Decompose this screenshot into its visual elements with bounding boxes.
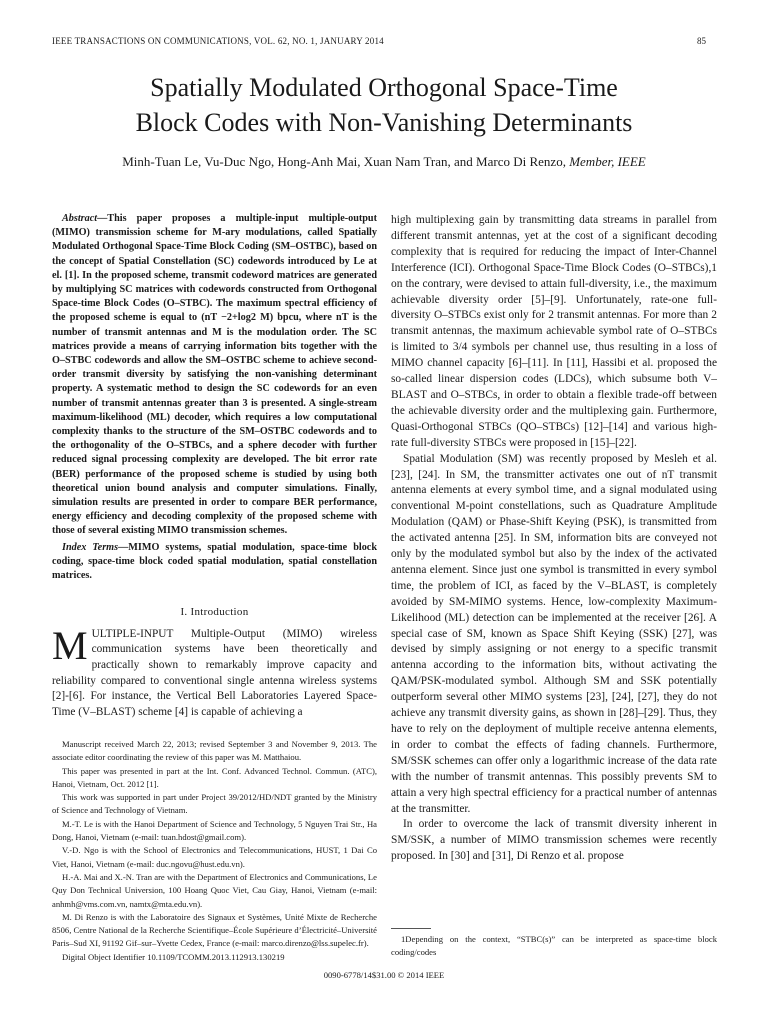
page-number: 85 <box>697 36 706 46</box>
right-footnote: 1Depending on the context, “STBC(s)” can be interpreted as space-time block coding/codes <box>391 934 717 958</box>
abstract-text: —This paper proposes a multiple-input multiple-output (MIMO) transmission scheme for M-ary modulations, called Spatially Modulated Orthogonal Space-Time Block Coding (SM–OSTBC), based on the concept of Spatial Constellation (SC) codewords introduced by Le at el. [1]. In the proposed scheme, transmit codeword matrices are generated by multiplying SC matrices with codewords constructed from Orthogonal Space-time Block Codes (O–STBC). The maximum spectral efficiency of the proposed scheme is equal to (nT −2+log2 M) bpcu, where nT is the number of transmit antennas and M is the modulation order. The SC matrices provide a means of carrying information bits together with the O–STBC codewords and allow the SM–OSTBC scheme to achieve second-order transmit diversity by satisfying the non-vanishing determinant property. A systematic method to design the SC codewords for an even number of transmit antennas greater than 3 is presented. A single-stream maximum-likelihood (ML) decoder, which requires a low computational complexity thanks to the structure of the SM–OSTBC codewords and to the orthogonality of the O–STBCs, and a sphere decoder with further reduced signal processing complexity are developed. The bit error rate (BER) performance of the proposed scheme is studied by using both theoretical union bound analysis and computer simulations. Finally, simulation results are presented in order to compare BER performance, energy efficiency and decoding complexity of the proposed scheme with those of several existing MIMO transmission schemes. <box>52 213 377 537</box>
footnote-author-direnzo: M. Di Renzo is with the Laboratoire des Signaux et Systèmes, Unité Mixte de Recherche 8506, Centre National de la Recherche Scientifique–École Supérieure d’Électricité–Université Paris–Sud XI, 91192 Gif–sur–Yvette Cedex, France (e-mail: marco.direnzo@lss.supelec.fr). <box>52 911 377 949</box>
right-column <box>391 213 717 865</box>
paper-title <box>52 70 716 140</box>
right-paragraph-3: In order to overcome the lack of transmit diversity inherent in SM/SSK, a number of MIMO transmission schemes were recently proposed. In [30] and [31], Di Renzo et al. propose <box>391 818 717 863</box>
title-line-2: Block Codes with Non-Vanishing Determinants <box>135 108 633 137</box>
footnote-doi: Digital Object Identifier 10.1109/TCOMM.2013.112913.130219 <box>62 951 285 962</box>
left-column <box>52 212 377 720</box>
title-line-1: Spatially Modulated Orthogonal Space-Time <box>150 73 618 102</box>
footnote-rule <box>391 928 431 929</box>
index-terms <box>52 541 377 584</box>
copyright-line: 0090-6778/14$31.00 © 2014 IEEE <box>323 970 445 980</box>
footnote-manuscript: Manuscript received March 22, 2013; revised September 3 and November 9, 2013. The associate editor coordinating the review of this paper was M. Matthaiou. <box>52 739 377 763</box>
author-list <box>52 154 716 170</box>
abstract <box>52 212 377 539</box>
author-membership: Member, IEEE <box>569 154 646 169</box>
footnote-author-ngo: V.-D. Ngo is with the School of Electronics and Telecommunications, HUST, 1 Dai Co Viet, Hanoi, Vietnam (e-mail: duc.ngovu@hust.edu.vn). <box>52 845 377 869</box>
author-names: Minh-Tuan Le, Vu-Duc Ngo, Hong-Anh Mai, Xuan Nam Tran, and Marco Di Renzo, <box>122 154 566 169</box>
drop-cap: M <box>52 622 88 668</box>
index-terms-text: —MIMO systems, spatial modulation, space-time block coding, space-time block coded spatial modulation, spatial constellation matrices. <box>52 541 377 582</box>
intro-paragraph <box>52 622 377 721</box>
footnote-funding: This work was supported in part under Project 39/2012/HD/NDT granted by the Ministry of Science and Technology of Vietnam. <box>52 792 377 816</box>
footnote-author-le: M.-T. Le is with the Hanoi Department of Science and Technology, 5 Nguyen Trai Str., Ha Dong, Hanoi, Vietnam (e-mail: tuan.hdost@gmail.com). <box>52 818 377 843</box>
section-heading: I. Introduction <box>180 606 249 619</box>
index-terms-lead: Index Terms <box>62 541 119 553</box>
right-paragraph-2: Spatial Modulation (SM) was recently proposed by Mesleh et al. [23], [24]. In SM, the transmitter activates one out of nT transmit antenna elements at every symbol time, and a signal modulated using conventional M-point constellations, such as Quadrature Amplitude Modulation (QAM) or Phase-Shift Keying (PSK), is transmitted from the activated antenna [25]. In SM, information bits are conveyed not only by the modulated symbol but also by the index of the activated antenna element. Since just one symbol is transmitted in every symbol time, the problem of ICI, as faced by the V–BLAST, is completely avoided by SM-MIMO systems. Hence, low-complexity Maximum-Likelihood (ML) detection can be implemented at the receiver [26]. A special case of SM, known as Space Shift Keying (SSK) [27], was devised by simply assigning or not energy to a specific transmit antenna according to the information bits, without activating the QAM/PSK-modulated symbol. Although SM and SSK potentially outperform several other MIMO systems [23], [24], [27], they do not achieve any transmit diversity gains, as shown in [28]–[29]. Thus, they have to rely on the deployment of multiple receive antenna elements, in order to combat the effects of fading channels. Furthermore, SM/SSK schemes can offer only a logarithmic increase of the data rate with the number of transmit antennas. This possibly prevents SM to attain a very high spectral efficiency for a practical number of antennas at the transmitter. <box>391 452 717 815</box>
left-footnotes <box>52 738 377 964</box>
journal-header: IEEE TRANSACTIONS ON COMMUNICATIONS, VOL. 62, NO. 1, JANUARY 2014 <box>52 36 384 46</box>
footnote-conference: This paper was presented in part at the Int. Conf. Advanced Technol. Commun. (ATC), Hanoi, Vietnam, Oct. 2012 [1]. <box>52 765 377 789</box>
right-paragraph-1: high multiplexing gain by transmitting data streams in parallel from different transmit antennas, yet at the cost of a significant decoding complexity that is required for reducing the impact of Inter-Channel Interference (ICI). Orthogonal Space-Time Block Codes (O–STBCs),1 on the contrary, were devised to attain full-diversity, i.e., the maximum achievable diversity order [5]–[9]. Unfortunately, rate-one full-diversity O–STBCs exist only for 2 transmit antennas. For more than 2 transmit antennas, the maximum achievable symbol rate of O–STBCs is limited to 3/4 symbols per channel use, thus resulting in a loss of MIMO channel capacity [6]–[11]. In [11], Hassibi et al. proposed the so-called linear dispersion codes (LDCs), which subsume both V–BLAST and O–STBCs, in order to obtain a flexible trade-off between the achievable diversity order and the multiplexing gain. Furthermore, Quasi-Orthogonal STBCs (QO–STBCs) [12]–[14] and various high-rate full-diversity STBCs were proposed in [15]–[22]. <box>391 214 717 449</box>
abstract-lead: Abstract <box>62 213 98 224</box>
intro-text: ULTIPLE-INPUT Multiple-Output (MIMO) wireless communication systems have been theoretically and practically shown to remarkably improve capacity and reliability compared to conventional single antenna wireless systems [2]-[6]. For instance, the Vertical Bell Laboratories Layered Space-Time (V–BLAST) scheme [4] is capable of achieving a <box>52 627 377 718</box>
footnote-author-mai-tran: H.-A. Mai and X.-N. Tran are with the Department of Electronics and Communications, Le Quy Don Technical Universion, 100 Hoang Quoc Viet, Cau Giay, Hanoi, Vietnam (e-mail: anhmh@vms.com.vn, namtx@mta.edu.vn). <box>52 871 377 909</box>
